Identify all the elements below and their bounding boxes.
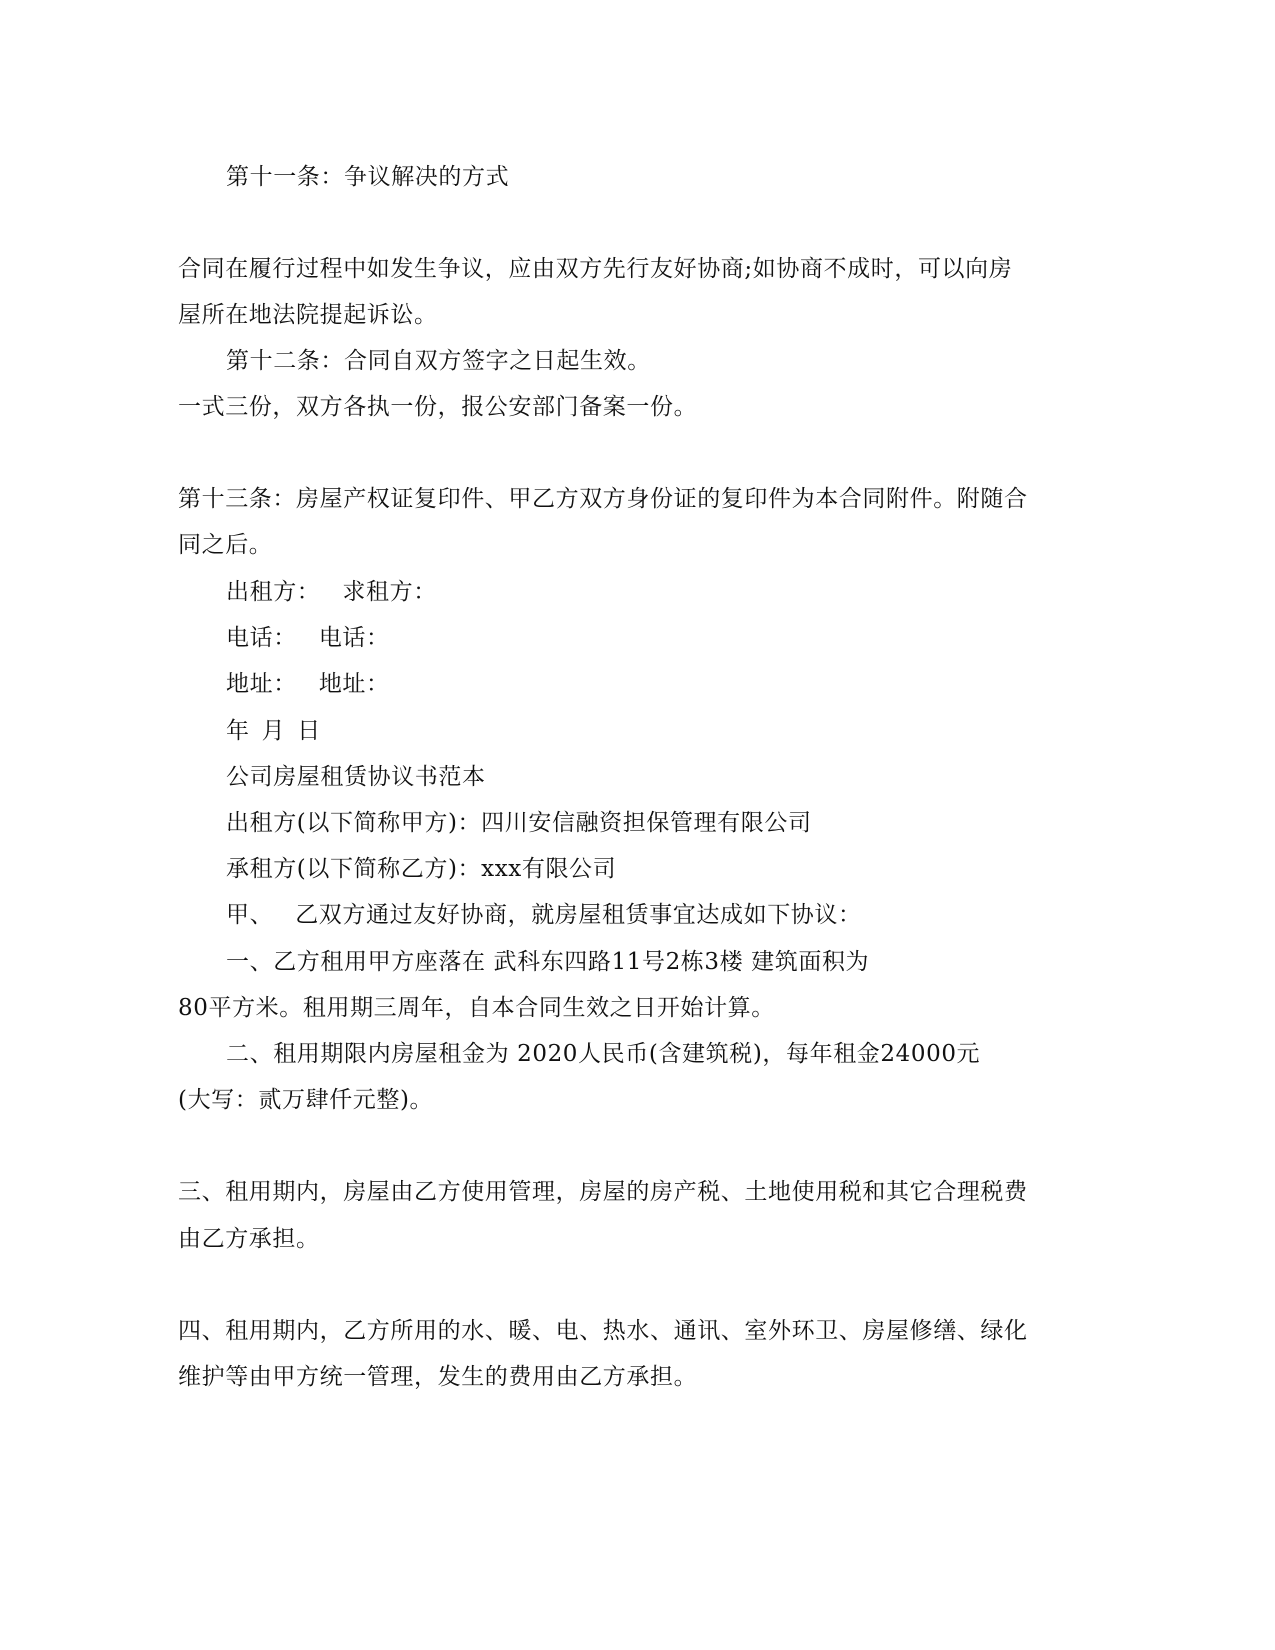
party-b-line: 承租方(以下简称乙方)：xxx有限公司 <box>226 856 617 882</box>
article-11-title: 第十一条：争议解决的方式 <box>226 164 510 190</box>
date-day: 日 <box>297 718 321 744</box>
article-13-line-1: 第十三条：房屋产权证复印件、甲乙方双方身份证的复印件为本合同附件。附随合 <box>178 486 1028 512</box>
phone-label-a: 电话： <box>226 625 297 651</box>
clause-1-line-2: 80平方米。租用期三周年，自本合同生效之日开始计算。 <box>178 995 775 1021</box>
intro-part-b: 乙双方通过友好协商，就房屋租赁事宜达成如下协议： <box>295 902 862 928</box>
agreement-intro <box>226 900 1106 930</box>
date-month: 月 <box>261 718 286 744</box>
article-12-line-2: 一式三份，双方各执一份，报公安部门备案一份。 <box>178 394 698 420</box>
clause-2-line-2: (大写：贰万肆仟元整)。 <box>178 1087 434 1113</box>
signature-party-row <box>226 577 1106 607</box>
clause-4-line-1: 四、租用期内，乙方所用的水、暖、电、热水、通讯、室外环卫、房屋修缮、绿化 <box>178 1318 1028 1344</box>
date-year: 年 <box>226 718 250 744</box>
phone-label-b: 电话： <box>318 625 390 651</box>
article-12-line-1: 第十二条：合同自双方签字之日起生效。 <box>226 348 651 374</box>
lessee-label: 求租方： <box>342 579 437 605</box>
clause-2-line-1: 二、租用期限内房屋租金为 2020人民币(含建筑税)，每年租金24000元 <box>226 1041 981 1067</box>
signature-date-row <box>226 716 1106 746</box>
agreement-title: 公司房屋租赁协议书范本 <box>226 764 486 790</box>
lessor-label: 出租方： <box>226 579 321 605</box>
signature-phone-row <box>226 623 1106 653</box>
party-a-line: 出租方(以下简称甲方)：四川安信融资担保管理有限公司 <box>226 810 812 836</box>
clause-3-line-1: 三、租用期内，房屋由乙方使用管理，房屋的房产税、土地使用税和其它合理税费 <box>178 1179 1028 1205</box>
article-11-line-2: 屋所在地法院提起诉讼。 <box>178 302 438 328</box>
article-11-line-1: 合同在履行过程中如发生争议，应由双方先行友好协商;如协商不成时，可以向房 <box>178 256 1013 282</box>
address-label-a: 地址： <box>226 671 297 697</box>
address-label-b: 地址： <box>318 671 390 697</box>
intro-part-a: 甲、 <box>226 902 274 928</box>
clause-3-line-2: 由乙方承担。 <box>178 1226 320 1252</box>
clause-1-line-1: 一、乙方租用甲方座落在 武科东四路11号2栋3楼 建筑面积为 <box>226 949 870 975</box>
signature-address-row <box>226 669 1106 699</box>
article-13-line-2: 同之后。 <box>178 532 273 558</box>
clause-4-line-2: 维护等由甲方统一管理，发生的费用由乙方承担。 <box>178 1364 698 1390</box>
